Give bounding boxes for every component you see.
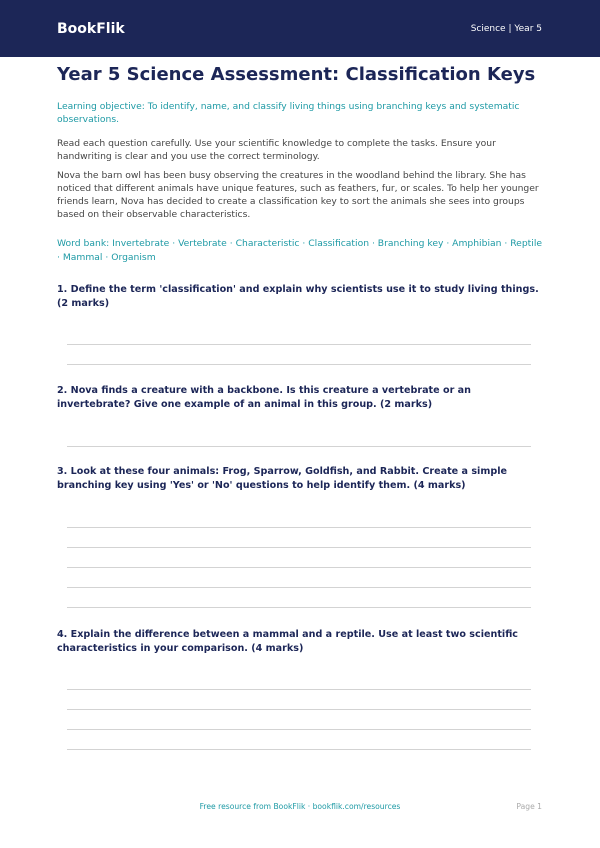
footer-credit: Free resource from BookFlik · bookflik.com/resources — [199, 802, 401, 811]
question-3: 3. Look at these four animals: Frog, Sparrow, Goldfish, and Rabbit. Create a simple branching key using 'Yes' or 'No' questions to help identify them. (4 marks) — [57, 466, 507, 491]
header-bar — [0, 0, 600, 57]
answer-line[interactable] — [67, 607, 531, 608]
answer-line[interactable] — [67, 749, 531, 750]
answer-line[interactable] — [67, 567, 531, 568]
answer-line[interactable] — [67, 527, 531, 528]
page-number: Page 1 — [516, 802, 542, 811]
page-title: Year 5 Science Assessment: Classification Keys — [57, 64, 536, 85]
learning-objective: Learning objective: To identify, name, and classify living things using branching keys and systematic observations. — [57, 101, 520, 125]
question-4: 4. Explain the difference between a mammal and a reptile. Use at least two scientific characteristics in your comparison. (4 marks) — [57, 629, 518, 654]
answer-line[interactable] — [67, 689, 531, 690]
brand-logo: BookFlik — [57, 20, 125, 37]
answer-line[interactable] — [67, 364, 531, 365]
answer-line[interactable] — [67, 709, 531, 710]
answer-line[interactable] — [67, 587, 531, 588]
answer-line[interactable] — [67, 446, 531, 447]
answer-line[interactable] — [67, 547, 531, 548]
answer-line[interactable] — [67, 344, 531, 345]
instructions-text: Read each question carefully. Use your scientific knowledge to complete the tasks. Ensure your handwriting is clear and you use the correct terminology. — [57, 138, 496, 162]
story-text: Nova the barn owl has been busy observing the creatures in the woodland behind the library. She has noticed that different animals have unique features, such as feathers, fur, or scales. To help her younger friends learn, Nova has decided to create a classification key to sort the animals she sees into groups based on their observable characteristics. — [57, 170, 539, 220]
question-1: 1. Define the term 'classification' and explain why scientists use it to study living things. (2 marks) — [57, 284, 539, 309]
answer-line[interactable] — [67, 729, 531, 730]
word-bank: Word bank: Invertebrate · Vertebrate · Characteristic · Classification · Branching key · Amphibian · Reptile · Mammal · Organism — [57, 238, 543, 263]
question-2: 2. Nova finds a creature with a backbone. Is this creature a vertebrate or an invertebrate? Give one example of an animal in this group. (2 marks) — [57, 385, 471, 410]
subject-label: Science | Year 5 — [470, 23, 542, 34]
